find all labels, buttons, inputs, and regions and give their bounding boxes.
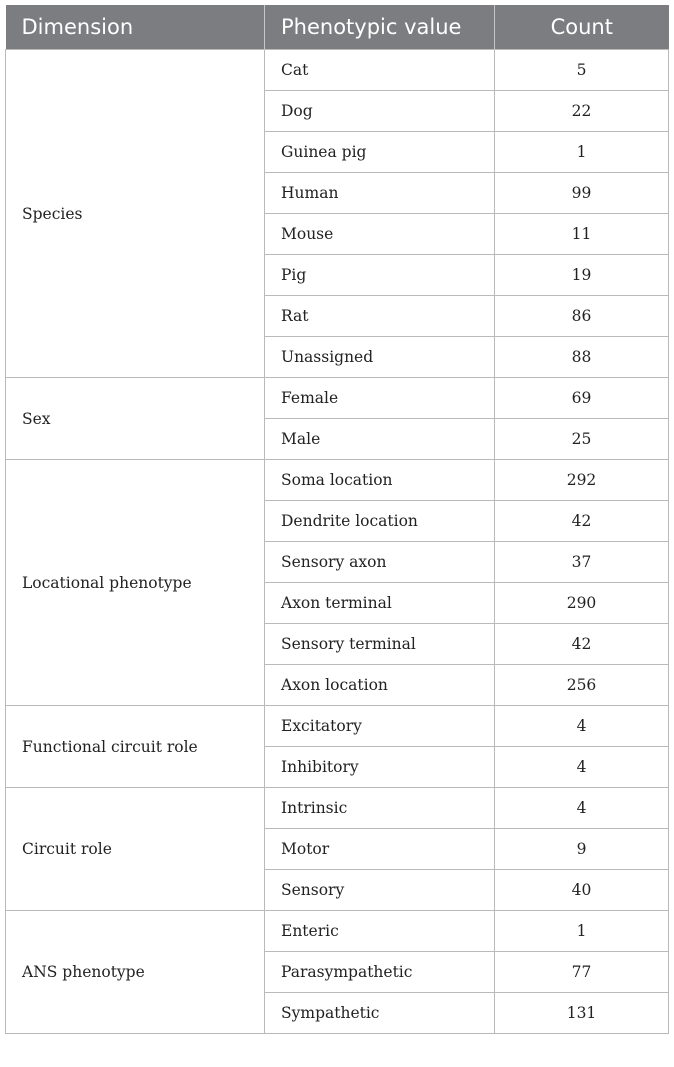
- header-dimension: Dimension: [6, 5, 265, 50]
- count-cell: 99: [495, 173, 669, 214]
- phenotypic-value-cell: Motor: [265, 829, 495, 870]
- phenotypic-value-cell: Axon location: [265, 665, 495, 706]
- phenotypic-value-cell: Dendrite location: [265, 501, 495, 542]
- count-cell: 86: [495, 296, 669, 337]
- header-count: Count: [495, 5, 669, 50]
- phenotypic-value-cell: Rat: [265, 296, 495, 337]
- phenotypic-value-cell: Male: [265, 419, 495, 460]
- count-cell: 22: [495, 91, 669, 132]
- phenotypic-value-cell: Sympathetic: [265, 993, 495, 1034]
- count-cell: 40: [495, 870, 669, 911]
- count-cell: 4: [495, 747, 669, 788]
- phenotypic-value-cell: Enteric: [265, 911, 495, 952]
- phenotypic-value-cell: Mouse: [265, 214, 495, 255]
- count-cell: 4: [495, 706, 669, 747]
- phenotypic-value-cell: Sensory axon: [265, 542, 495, 583]
- phenotypic-value-cell: Pig: [265, 255, 495, 296]
- table-row: [6, 460, 669, 501]
- phenotypic-value-cell: Dog: [265, 91, 495, 132]
- dimension-cell: Circuit role: [6, 788, 265, 911]
- table-row: [6, 911, 669, 952]
- header-phenotypic-value: Phenotypic value: [265, 5, 495, 50]
- count-cell: 4: [495, 788, 669, 829]
- phenotypic-value-cell: Female: [265, 378, 495, 419]
- header-row: [6, 5, 669, 50]
- count-cell: 42: [495, 501, 669, 542]
- phenotypic-value-cell: Excitatory: [265, 706, 495, 747]
- phenotype-table: [5, 5, 669, 1034]
- table-row: [6, 50, 669, 91]
- dimension-cell: Sex: [6, 378, 265, 460]
- phenotypic-value-cell: Unassigned: [265, 337, 495, 378]
- count-cell: 292: [495, 460, 669, 501]
- count-cell: 69: [495, 378, 669, 419]
- table-row: [6, 788, 669, 829]
- count-cell: 11: [495, 214, 669, 255]
- count-cell: 5: [495, 50, 669, 91]
- phenotypic-value-cell: Intrinsic: [265, 788, 495, 829]
- count-cell: 1: [495, 132, 669, 173]
- phenotypic-value-cell: Parasympathetic: [265, 952, 495, 993]
- table-header: [6, 5, 669, 50]
- dimension-cell: Species: [6, 50, 265, 378]
- phenotypic-value-cell: Soma location: [265, 460, 495, 501]
- count-cell: 88: [495, 337, 669, 378]
- count-cell: 1: [495, 911, 669, 952]
- phenotype-table-container: [5, 5, 668, 1034]
- table-body: [6, 50, 669, 1034]
- phenotypic-value-cell: Cat: [265, 50, 495, 91]
- count-cell: 77: [495, 952, 669, 993]
- phenotypic-value-cell: Inhibitory: [265, 747, 495, 788]
- phenotypic-value-cell: Human: [265, 173, 495, 214]
- table-row: [6, 706, 669, 747]
- count-cell: 9: [495, 829, 669, 870]
- dimension-cell: Locational phenotype: [6, 460, 265, 706]
- phenotypic-value-cell: Sensory: [265, 870, 495, 911]
- table-row: [6, 378, 669, 419]
- count-cell: 25: [495, 419, 669, 460]
- phenotypic-value-cell: Axon terminal: [265, 583, 495, 624]
- count-cell: 290: [495, 583, 669, 624]
- count-cell: 256: [495, 665, 669, 706]
- dimension-cell: ANS phenotype: [6, 911, 265, 1034]
- count-cell: 37: [495, 542, 669, 583]
- phenotypic-value-cell: Guinea pig: [265, 132, 495, 173]
- count-cell: 131: [495, 993, 669, 1034]
- count-cell: 19: [495, 255, 669, 296]
- phenotypic-value-cell: Sensory terminal: [265, 624, 495, 665]
- dimension-cell: Functional circuit role: [6, 706, 265, 788]
- count-cell: 42: [495, 624, 669, 665]
